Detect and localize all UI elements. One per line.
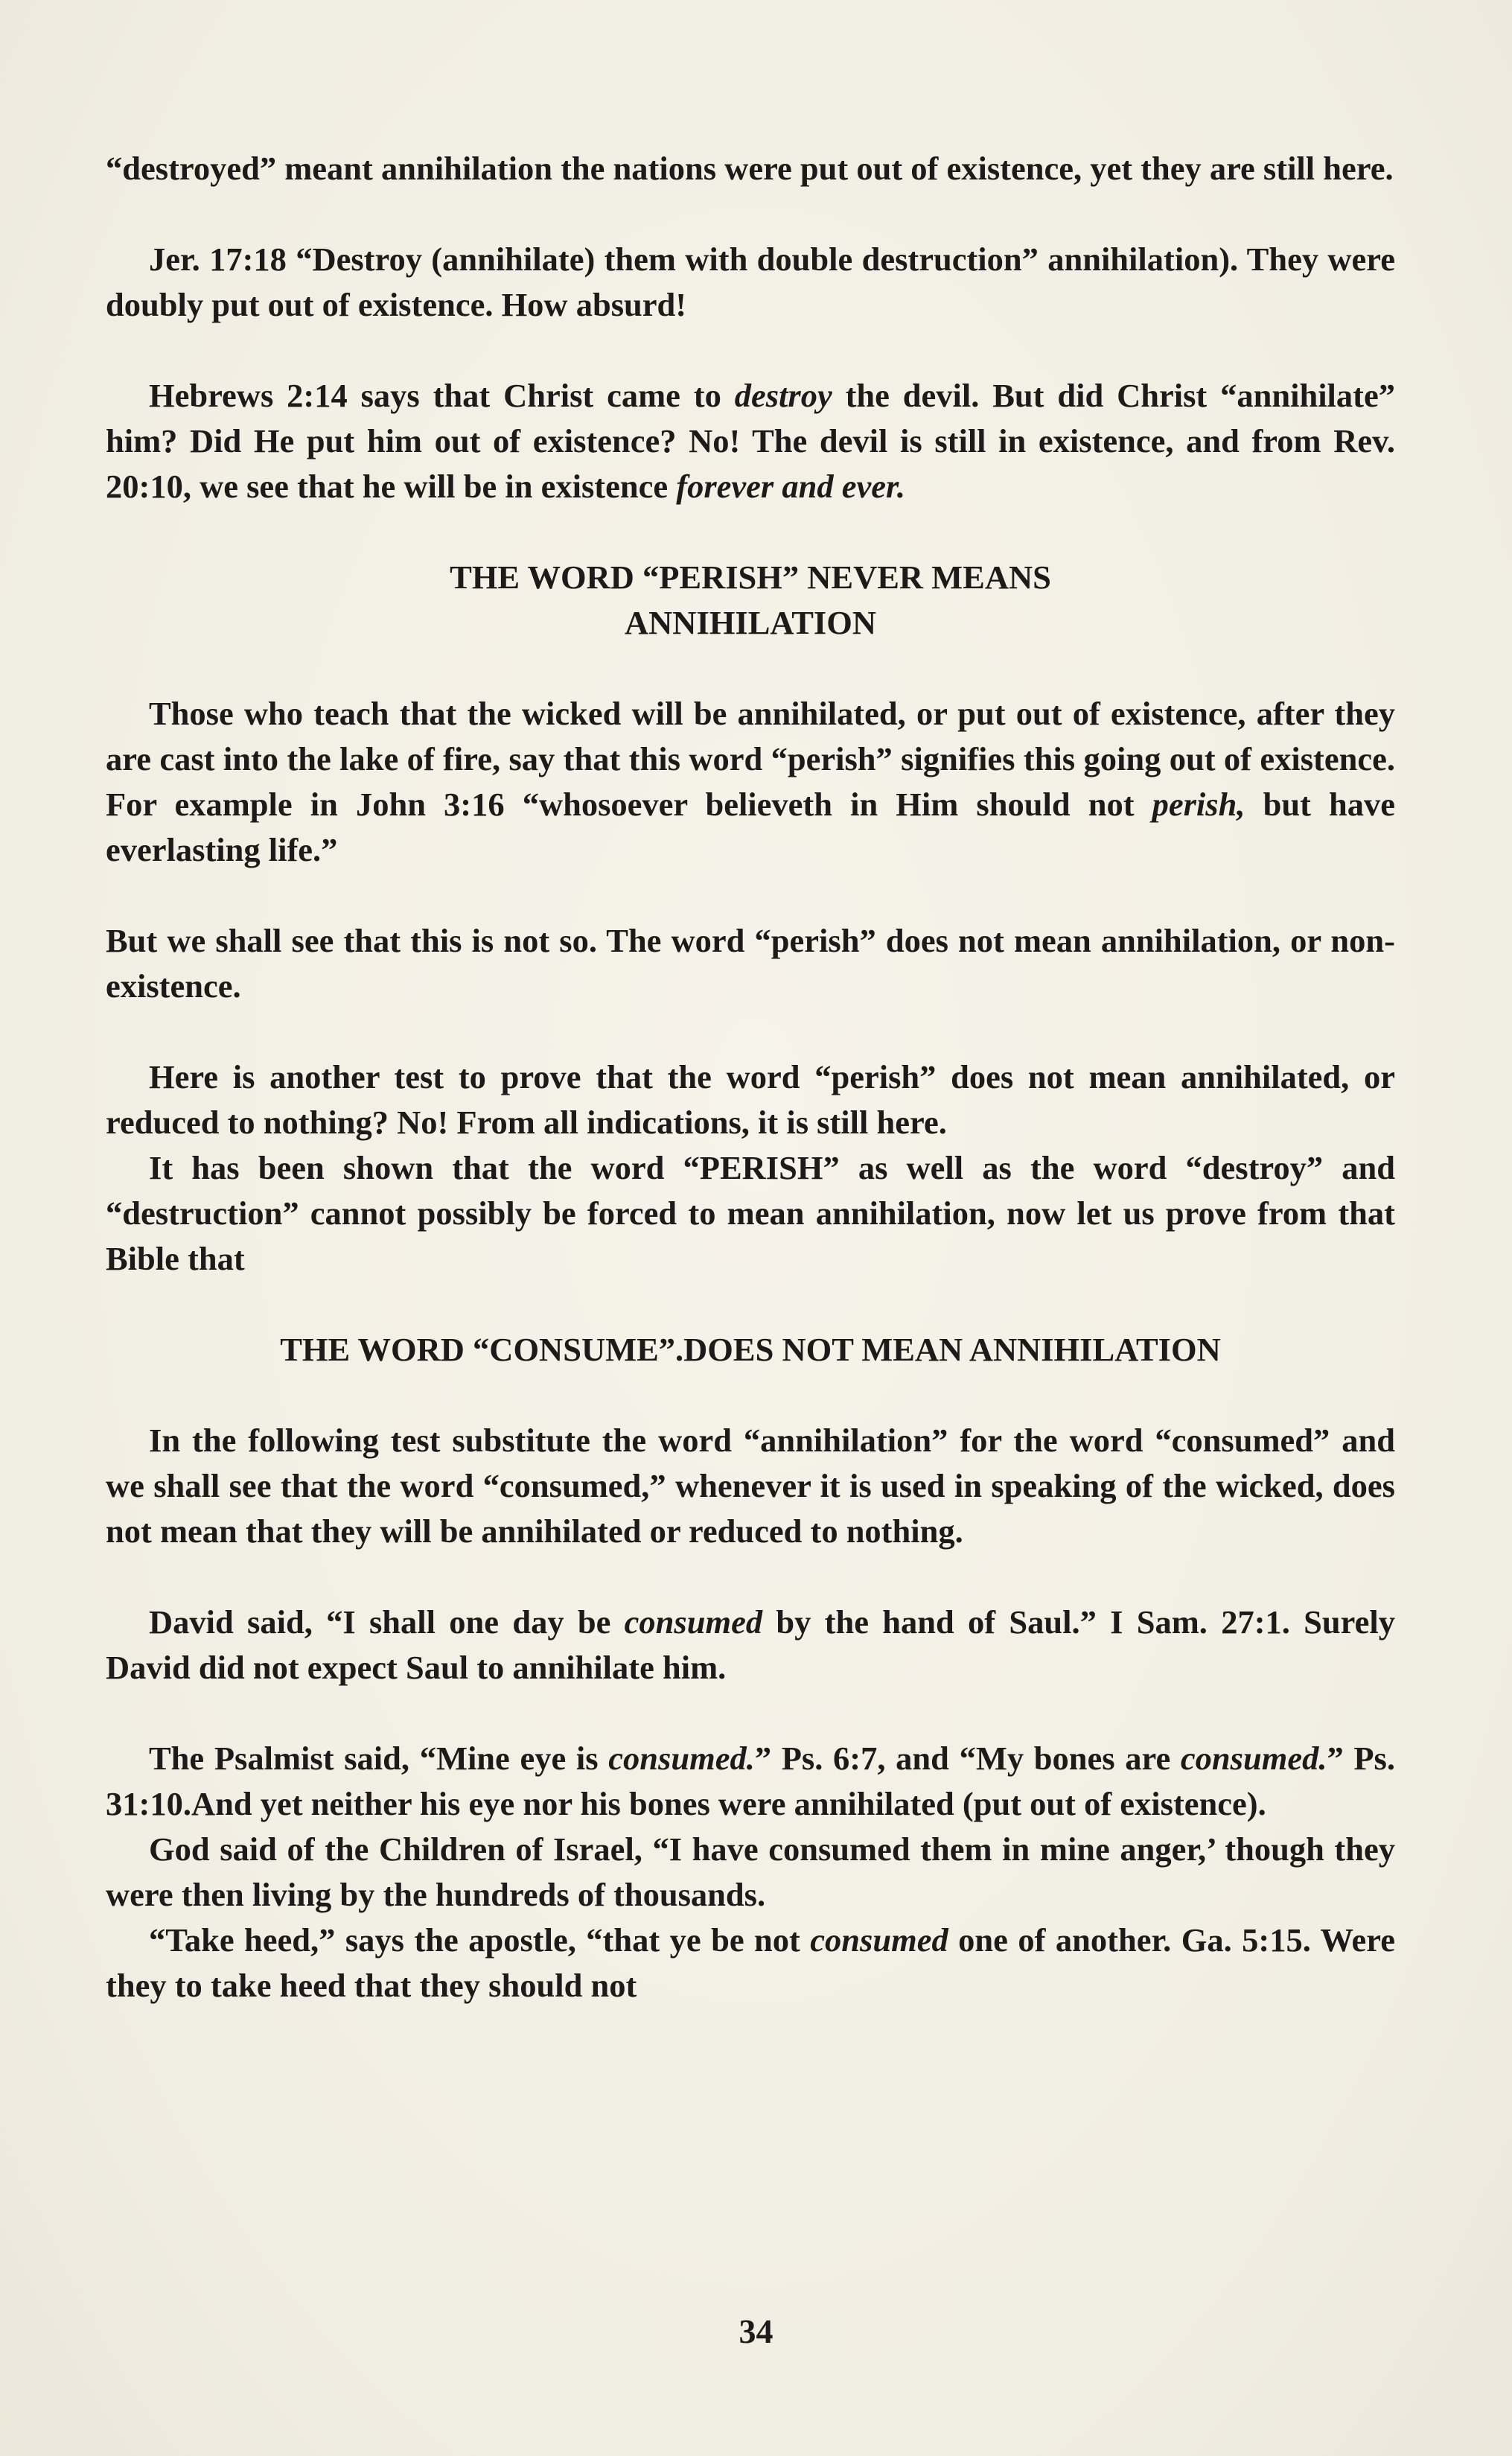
paragraph-text: Jer. 17:18 “Destroy (annihilate) them with double destruction” annihilation). They were doubly put out of existence. How absurd! — [106, 241, 1395, 323]
paragraph-text: In the following test substitute the word “annihilation” for the word “consumed” and we shall see that the word “consumed,” whenever it is used in speaking of the wicked, does not mean that they will be annihilated or reduced to nothing. — [106, 1422, 1395, 1550]
heading-perish — [106, 555, 1395, 646]
paragraph-text: Hebrews 2:14 says that Christ came to — [149, 377, 735, 414]
paragraph-text: ” Ps. 6:7, and “My bones are — [754, 1740, 1181, 1777]
paragraph-text: one of another. Ga. 5:15. Were they to take heed that they should not — [106, 1921, 1395, 2004]
paragraph-text: ” Ps. 31:10.And yet neither his eye nor his bones were annihilated (put out of existence). — [106, 1740, 1396, 1822]
paragraph-david-said — [106, 1600, 1395, 1690]
paragraph-text: “Take heed,” says the apostle, “that ye be not — [149, 1921, 811, 1959]
paragraph-not-so — [106, 918, 1395, 1009]
italic-consumed: consumed. — [1180, 1740, 1327, 1777]
paragraph-take-heed — [106, 1918, 1395, 2008]
paragraph-following-test — [106, 1418, 1395, 1554]
paragraph-text: by the hand of Saul.” I Sam. 27:1. Surely David did not expect Saul to annihilate him. — [106, 1603, 1395, 1686]
paragraph-text: The Psalmist said, “Mine eye is — [149, 1740, 609, 1777]
paragraph-hebrews-2-14 — [106, 373, 1395, 509]
heading-line: ANNIHILATION — [625, 604, 876, 641]
italic-consumed: consumed — [810, 1921, 948, 1959]
paragraph-text: David said, “I shall one day be — [149, 1603, 625, 1641]
heading-line: THE WORD “CONSUME”.DOES NOT MEAN ANNIHILATION — [280, 1331, 1221, 1368]
paragraph-text: But we shall see that this is not so. The word “perish” does not mean annihilation, or non-existence. — [106, 922, 1395, 1005]
paragraph-it-has-been-shown — [106, 1145, 1395, 1282]
paragraph-those-who-teach — [106, 691, 1395, 873]
italic-destroy: destroy — [734, 377, 832, 414]
paragraph-another-test — [106, 1054, 1395, 1145]
paragraph-god-said — [106, 1827, 1395, 1918]
paragraph-destroyed-continuation — [106, 146, 1395, 191]
paragraph-text: God said of the Children of Israel, “I have consumed them in mine anger,’ though they were then living by the hundreds of thousands. — [106, 1830, 1395, 1913]
paragraph-text: Here is another test to prove that the word “perish” does not mean annihilated, or reduced to nothing? No! From all indications, it is still here. — [106, 1058, 1395, 1141]
heading-line: THE WORD “PERISH” NEVER MEANS — [450, 559, 1051, 596]
italic-consumed: consumed — [624, 1603, 763, 1641]
paragraph-text: It has been shown that the word “PERISH” as well as the word “destroy” and “destruction” cannot possibly be forced to mean annihilation, now let us prove from that Bible that — [106, 1149, 1395, 1277]
italic-forever-and-ever: forever and ever. — [676, 468, 905, 505]
paragraph-psalmist-said — [106, 1736, 1395, 1827]
page-body — [106, 146, 1395, 2008]
heading-consume — [106, 1327, 1395, 1372]
italic-perish: perish, — [1152, 786, 1245, 823]
page-number: 34 — [739, 2312, 773, 2350]
paragraph-text: “destroyed” meant annihilation the nations were put out of existence, yet they are still here. — [106, 150, 1394, 187]
paragraph-text: Those who teach that the wicked will be annihilated, or put out of existence, after they are cast into the lake of fire, say that this word “perish” signifies this going out of existence. For example in John 3:16 “whosoever believeth in Him should not — [106, 695, 1395, 823]
italic-consumed: consumed. — [608, 1740, 755, 1777]
paragraph-text: the devil. But did Christ “annihilate” him? Did He put him out of existence? No! The devil is still in existence, and from Rev. 20:10, we see that he will be in existence — [106, 377, 1395, 505]
paragraph-text: but have everlasting life.” — [106, 786, 1395, 868]
paragraph-jer-17-18 — [106, 237, 1395, 328]
